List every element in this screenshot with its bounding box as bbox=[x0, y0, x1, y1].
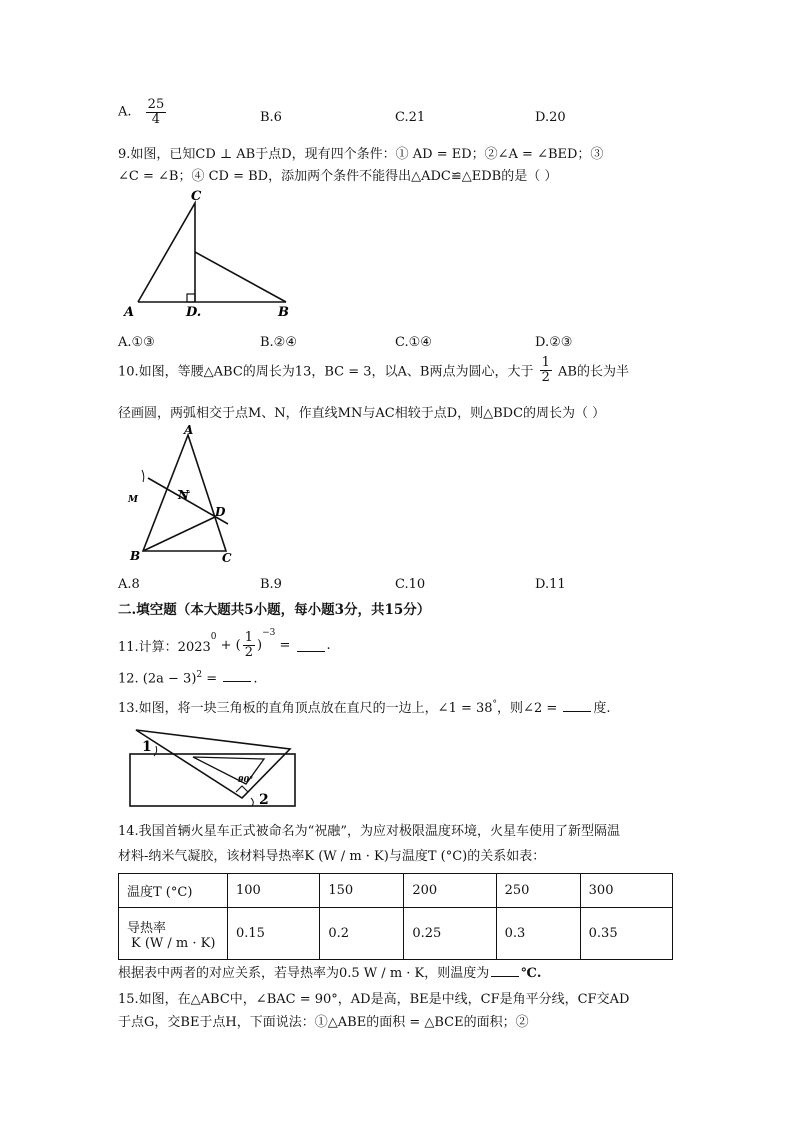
q8-option-d: D.20 bbox=[535, 110, 566, 125]
q9-option-d: D.②③ bbox=[535, 335, 573, 350]
numerator: 25 bbox=[147, 97, 165, 112]
table-cell: 0.2 bbox=[320, 908, 404, 960]
table-row bbox=[119, 908, 673, 960]
q11-eq: = bbox=[275, 638, 295, 653]
section-heading: 二.填空题（本大题共5小题，每小题3分，共15分） bbox=[118, 602, 431, 618]
numerator: 1 bbox=[244, 630, 254, 646]
data-table bbox=[118, 873, 673, 960]
exponent: 0 bbox=[210, 632, 217, 642]
table-cell: 100 bbox=[228, 874, 320, 908]
table-cell: 300 bbox=[580, 874, 672, 908]
q12-text: 12. (2a − 3) bbox=[118, 671, 197, 687]
answer-blank[interactable] bbox=[563, 700, 591, 712]
q15-line1: 15.如图，在△ABC中，∠BAC = 90°，AD是高，BE是中线，CF是角平分线，CF交AD bbox=[118, 992, 630, 1007]
q11 bbox=[118, 628, 331, 660]
q14-unit: ℃. bbox=[521, 966, 542, 981]
table-cell: 150 bbox=[320, 874, 404, 908]
numerator: 1 bbox=[541, 355, 550, 370]
q10-line2: 径画圆，两弧相交于点M、N，作直线MN与AC相较于点D，则△BDC的周长为（ ） bbox=[118, 406, 606, 421]
denominator: 4 bbox=[151, 111, 161, 127]
q8-option-b: B.6 bbox=[260, 110, 282, 125]
answer-blank[interactable] bbox=[297, 640, 325, 652]
q15-line2: 于点G，交BE于点H，下面说法：①△ABE的面积 = △BCE的面积；② bbox=[118, 1015, 529, 1030]
table-cell bbox=[119, 908, 228, 960]
q11-rparen: ) bbox=[257, 638, 263, 653]
denominator: 2 bbox=[244, 645, 254, 660]
q14-line3 bbox=[118, 962, 541, 981]
q14-line1: 14.我国首辆火星车正式被命名为“祝融”，为应对极限温度环境，火星车使用了新型隔温 bbox=[118, 824, 620, 839]
q10-line1 bbox=[118, 356, 629, 384]
q9-line2: ∠C = ∠B；④ CD = BD，添加两个条件不能得出△ADC≌△EDB的是（ ） bbox=[118, 169, 558, 184]
q10-text-a: 10.如图，等腰△ABC的周长为13，BC = 3，以A、B两点为圆心，大于 bbox=[118, 364, 534, 380]
q9-line1: 9.如图，已知CD ⊥ AB于点D，现有四个条件：① AD = ED；②∠A = ∠BED；③ bbox=[118, 147, 604, 162]
q9-option-a: A.①③ bbox=[118, 335, 155, 350]
denominator: 2 bbox=[541, 369, 550, 385]
q10-figure bbox=[118, 420, 248, 570]
q10-option-b: B.9 bbox=[260, 577, 282, 592]
label-b: B bbox=[130, 549, 141, 563]
answer-blank[interactable] bbox=[223, 670, 251, 682]
row-label: 导热率 bbox=[127, 920, 167, 936]
table-row bbox=[119, 874, 673, 908]
q9-option-c: C.①④ bbox=[395, 335, 432, 350]
table-cell: 200 bbox=[404, 874, 496, 908]
q14-line2: 材料-纳米气凝胶，该材料导热率K (W / m · K)与温度T (°C)的关系如表： bbox=[118, 849, 546, 864]
q11-plus: + ( bbox=[216, 638, 241, 653]
label-c: C bbox=[222, 551, 232, 565]
fraction bbox=[146, 98, 167, 126]
q10-option-c: C.10 bbox=[395, 577, 426, 592]
label-c: C bbox=[191, 189, 202, 204]
label-m: M bbox=[128, 495, 138, 505]
label-d: D. bbox=[186, 305, 202, 320]
q12 bbox=[118, 670, 257, 686]
angle-2-label: 2 bbox=[259, 792, 269, 808]
label-d: D bbox=[215, 505, 226, 519]
q9-option-b: B.②④ bbox=[260, 335, 297, 350]
q11-pre: 11.计算：2023 bbox=[118, 640, 211, 655]
table-cell: 250 bbox=[496, 874, 580, 908]
right-angle-label: 90° bbox=[238, 774, 254, 784]
angle-1-label: 1 bbox=[142, 739, 152, 755]
degree-sign: ° bbox=[492, 699, 498, 710]
exponent: 2 bbox=[196, 670, 203, 680]
table-cell: 0.3 bbox=[496, 908, 580, 960]
q12-eq: = bbox=[202, 671, 222, 687]
q13-figure bbox=[118, 722, 303, 814]
fraction bbox=[540, 356, 552, 384]
q10-option-a: A.8 bbox=[118, 577, 140, 592]
answer-blank[interactable] bbox=[491, 965, 519, 977]
exponent: −3 bbox=[262, 628, 276, 638]
fraction bbox=[243, 631, 255, 659]
q11-end: . bbox=[326, 638, 331, 653]
q13 bbox=[118, 697, 611, 716]
q13-pre: 13.如图，将一块三角板的直角顶点放在直尺的一边上，∠1 = 38 bbox=[118, 701, 493, 716]
q14-text: 根据表中两者的对应关系，若导热率为0.5 W / m · K，则温度为 bbox=[118, 966, 490, 981]
q12-end: . bbox=[253, 671, 258, 687]
q10-option-d: D.11 bbox=[535, 577, 566, 592]
label-a: A bbox=[184, 423, 194, 437]
table-cell: 温度T (°C) bbox=[119, 874, 228, 908]
label-n: N bbox=[178, 488, 189, 502]
label-b: B bbox=[278, 305, 289, 320]
q8-option-a bbox=[118, 98, 168, 126]
option-label: A. bbox=[118, 104, 132, 120]
q8-option-c: C.21 bbox=[395, 110, 426, 125]
table-cell: 0.35 bbox=[580, 908, 672, 960]
q13-end: 度. bbox=[593, 701, 611, 716]
q10-text-b: AB的长为半 bbox=[558, 364, 629, 380]
q9-figure bbox=[118, 185, 298, 325]
row-label-unit: K (W / m · K) bbox=[131, 935, 216, 951]
table-cell: 0.15 bbox=[228, 908, 320, 960]
q13-mid: ，则∠2 = bbox=[497, 701, 562, 716]
label-a: A bbox=[124, 305, 135, 320]
table-cell: 0.25 bbox=[404, 908, 496, 960]
